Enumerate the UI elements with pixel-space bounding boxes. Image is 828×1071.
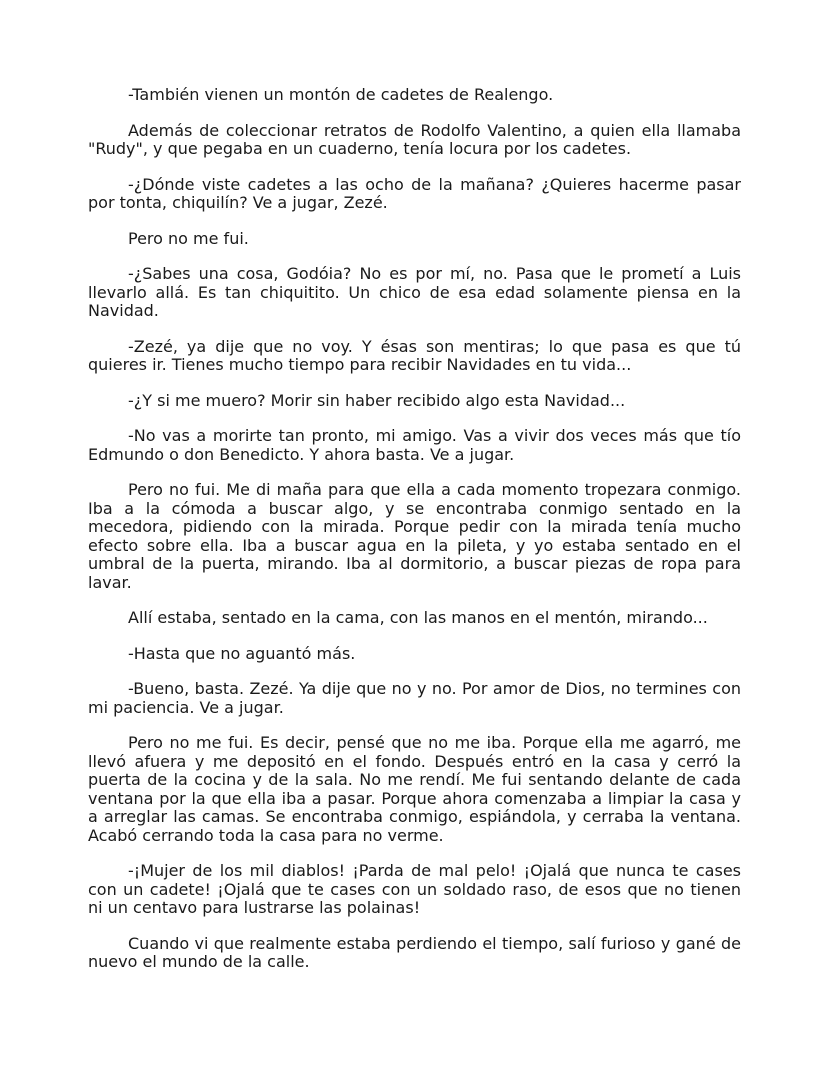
document-page (88, 86, 741, 989)
paragraph: -Bueno, basta. Zezé. Ya dije que no y no. Por amor de Dios, no termines con mi paciencia. Ve a jugar. (88, 679, 741, 717)
paragraph: -Hasta que no aguantó más. (128, 643, 356, 663)
paragraph: -¿Y si me muero? Morir sin haber recibido algo esta Navidad... (128, 390, 626, 410)
paragraph: -¡Mujer de los mil diablos! ¡Parda de mal pelo! ¡Ojalá que nunca te cases con un cadete! ¡Ojalá que te cases con un soldado raso, de esos que no tienen ni un centavo para lustrarse las polainas! (88, 861, 741, 917)
paragraph: -No vas a morirte tan pronto, mi amigo. Vas a vivir dos veces más que tío Edmundo o don Benedicto. Y ahora basta. Ve a jugar. (88, 426, 741, 464)
paragraph: -También vienen un montón de cadetes de Realengo. (128, 85, 554, 104)
paragraph: Pero no me fui. (128, 228, 249, 248)
paragraph: Allí estaba, sentado en la cama, con las manos en el mentón, mirando... (128, 608, 708, 627)
paragraph: -Zezé, ya dije que no voy. Y ésas son mentiras; lo que pasa es que tú quieres ir. Tienes mucho tiempo para recibir Navidades en tu vida... (88, 336, 741, 374)
paragraph: Pero no me fui. Es decir, pensé que no me iba. Porque ella me agarró, me llevó afuera y me depositó en el fondo. Después entró en la casa y cerró la puerta de la cocina y de la sala. No me rendí. Me fui sentando delante de cada ventana por la que ella iba a pasar. Porque ahora comenzaba a limpiar la casa y a arreglar las camas. Se encontraba conmigo, espiándola, y cerraba la ventana. Acabó cerrando toda la casa para no verme. (88, 733, 741, 845)
paragraph: Cuando vi que realmente estaba perdiendo el tiempo, salí furioso y gané de nuevo el mundo de la calle. (88, 933, 741, 971)
paragraph: -¿Sabes una cosa, Godóia? No es por mí, no. Pasa que le prometí a Luis llevarlo allá. Es tan chiquitito. Un chico de esa edad solamente piensa en la Navidad. (88, 264, 741, 320)
paragraph: Además de coleccionar retratos de Rodolfo Valentino, a quien ella llamaba "Rudy", y que pegaba en un cuaderno, tenía locura por los cadetes. (88, 120, 741, 158)
paragraph: -¿Dónde viste cadetes a las ocho de la mañana? ¿Quieres hacerme pasar por tonta, chiquilín? Ve a jugar, Zezé. (88, 174, 741, 212)
paragraph: Pero no fui. Me di maña para que ella a cada momento tropezara conmigo. Iba a la cómoda a buscar algo, y se encontraba conmigo sentado en la mecedora, pidiendo con la mirada. Porque pedir con la mirada tenía mucho efecto sobre ella. Iba a buscar agua en la pileta, y yo estaba sentado en el umbral de la puerta, mirando. Iba al dormitorio, a buscar piezas de ropa para lavar. (88, 480, 741, 592)
